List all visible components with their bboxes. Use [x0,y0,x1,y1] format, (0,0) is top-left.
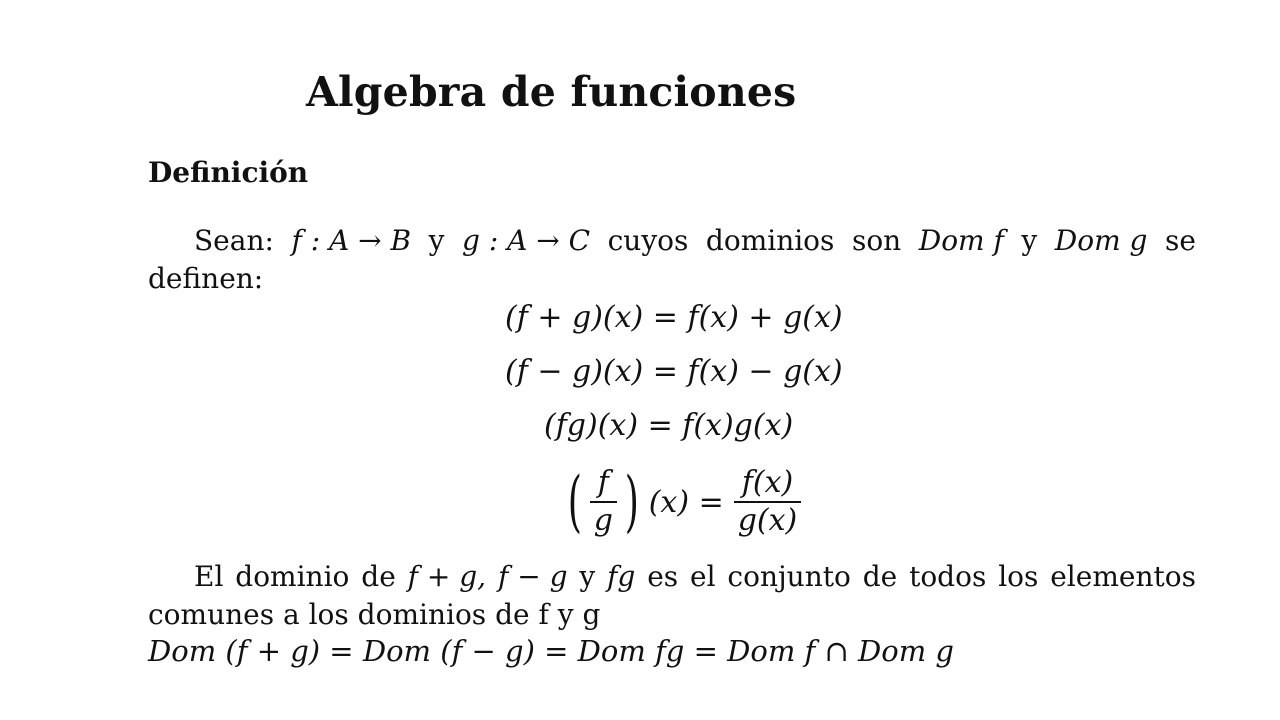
result-denominator: g(x) [737,503,798,538]
inner-numerator: f [597,465,609,500]
quotient-argument: (x) = [648,484,724,520]
word: se [1164,224,1196,257]
word: elementos [1050,560,1196,593]
word: conjunto [727,560,851,593]
domain-equation: Dom (f + g) = Dom (f − g) = Dom fg = Dom f ∩ Dom g [148,634,954,668]
equation-sum: (f + g)(x) = f(x) + g(x) [505,300,843,335]
math-f-minus-g: f − g [497,560,568,593]
word: dominio [235,560,350,593]
math-g-mapping: g : A → C [462,224,591,257]
word: de [361,560,396,593]
definition-paragraph [148,222,1196,298]
equation-quotient [562,462,803,542]
domain-paragraph [148,558,1196,634]
domain-line-2: comunes a los dominios de f y g [148,598,601,631]
result-fraction [734,467,802,537]
word: cuyos [607,224,689,257]
math-dom-f: Dom f [918,224,1004,257]
word: Sean: [194,224,274,257]
definition-line-1 [148,222,1196,260]
equation-difference: (f − g)(x) = f(x) − g(x) [505,354,843,389]
word: El [194,560,224,593]
math-f-mapping: f : A → B [291,224,412,257]
math-f-plus-g: f + g, [407,560,487,593]
word: son [851,224,902,257]
word: y [579,560,596,593]
word: y [428,224,445,257]
word: todos [909,560,987,593]
math-dom-g: Dom g [1054,224,1148,257]
word: dominios [705,224,835,257]
right-paren: ) [624,463,639,540]
word: y [1021,224,1038,257]
section-heading-definicion: Definición [148,156,309,189]
equation-product: (fg)(x) = f(x)g(x) [544,408,794,443]
page-title: Algebra de funciones [306,68,797,116]
left-paren: ( [567,463,582,540]
inner-denominator: g [593,503,613,538]
word: el [690,560,716,593]
inner-fraction [590,467,617,537]
definition-line-2: definen: [148,262,264,295]
math-fg: fg [607,560,636,593]
result-numerator: f(x) [741,465,794,500]
domain-line-1 [148,558,1196,596]
word: es [647,560,679,593]
word: los [998,560,1039,593]
word: de [862,560,898,593]
